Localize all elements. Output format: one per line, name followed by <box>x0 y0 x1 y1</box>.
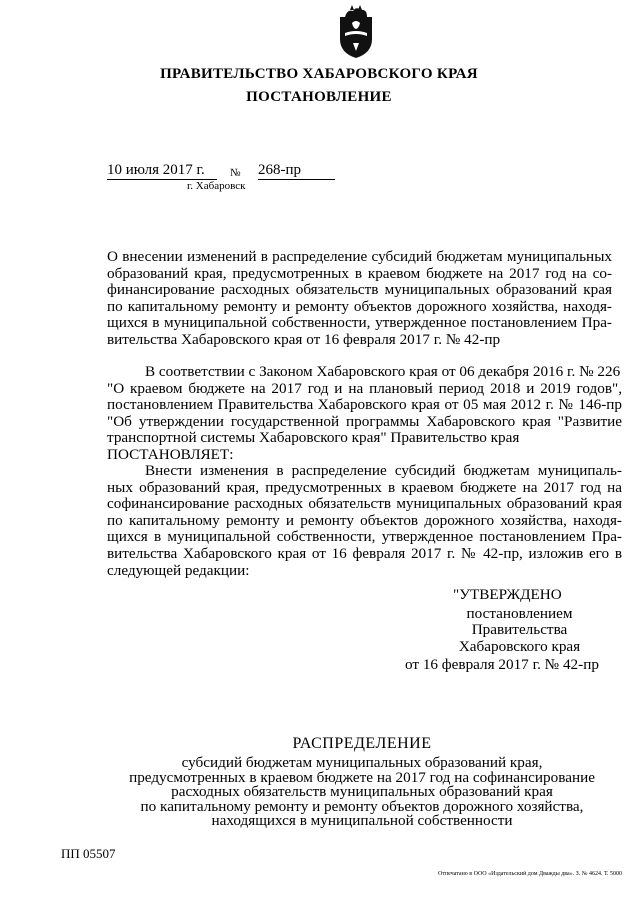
approval-line: Правительства <box>471 621 568 639</box>
preamble-line: "Об утверждении государственной программы Хабаровского края "Развитие <box>107 412 622 430</box>
distribution-line: субсидий бюджетам муниципальных образований края, <box>181 754 543 771</box>
government-title: ПРАВИТЕЛЬСТВО ХАБАРОВСКОГО КРАЯ <box>160 66 478 82</box>
document-code: ПП 05507 <box>61 846 116 861</box>
document-date: 10 июля 2017 г. <box>107 162 217 180</box>
preamble-line: "О краевом бюджете на 2017 год и на плановый период 2018 и 2019 годов", <box>107 379 622 397</box>
printer-note: Отпечатано в ООО «Издательский дом Дважды два». З. № 4624. Т. 5000 <box>438 871 623 877</box>
title-line: финансирование расходных обязательств муниципальных образований края <box>107 281 612 299</box>
document-title <box>107 249 612 349</box>
distribution-line: расходных обязательств муниципальных образований края <box>171 783 553 800</box>
title-line: образований края, предусмотренных в краевом бюджете на 2017 год на со- <box>107 264 612 282</box>
decree-line: вительства Хабаровского края от 16 февраля 2017 г. № 42-пр, изложив его в <box>107 544 622 562</box>
approval-line: постановлением <box>466 604 573 622</box>
distribution-subtitle <box>52 756 638 829</box>
distribution-line: по капитальному ремонту и ремонту объектов дорожного хозяйства, <box>140 797 584 815</box>
approval-line: от 16 февраля 2017 г. № 42-пр <box>405 656 599 674</box>
preamble-paragraph <box>107 364 622 464</box>
distribution-heading: РАСПРЕДЕЛЕНИЕ <box>292 735 432 752</box>
decree-line: Внести изменения в распределение субсидий бюджетам муниципаль- <box>145 462 622 479</box>
decree-line: ных образований края, предусмотренных в краевом бюджете на 2017 год на <box>107 478 622 496</box>
title-line: О внесении изменений в распределение субсидий бюджетам муниципальных <box>107 248 612 265</box>
distribution-line: находящихся в муниципальной собственности <box>211 812 513 829</box>
preamble-line: постановлением Правительства Хабаровского края от 05 мая 2012 г. № 146-пр <box>107 396 622 414</box>
preamble-line: транспортной системы Хабаровского края" Правительство края <box>107 429 520 447</box>
title-line: по капитальному ремонту и ремонту объектов дорожного хозяйства, находя- <box>107 297 612 315</box>
decree-line: щихся в муниципальной собственности, утвержденное постановлением Пра- <box>107 528 622 546</box>
decree-paragraph <box>107 463 622 579</box>
approval-block <box>405 587 620 674</box>
approved-stamp: "УТВЕРЖДЕНО <box>453 586 562 603</box>
document-number: 268-пр <box>258 162 335 180</box>
decree-line: следующей редакции: <box>107 561 250 579</box>
document-type: ПОСТАНОВЛЕНИЕ <box>246 89 392 105</box>
preamble-line: В соответствии с Законом Хабаровского края от 06 декабря 2016 г. № 226 <box>145 363 621 380</box>
decree-word: ПОСТАНОВЛЯЕТ: <box>107 445 234 463</box>
approval-line: Хабаровского края <box>458 637 581 655</box>
city: г. Хабаровск <box>187 180 246 192</box>
title-line: щихся в муниципальной собственности, утвержденное постановлением Пра- <box>107 314 612 332</box>
coat-of-arms-icon <box>333 5 379 59</box>
number-sign: № <box>230 167 241 179</box>
decree-line: по капитальному ремонту и ремонту объектов дорожного хозяйства, находя- <box>107 511 622 529</box>
distribution-line: предусмотренных в краевом бюджете на 2017 год на софинансирование <box>129 768 595 786</box>
title-line: вительства Хабаровского края от 16 февраля 2017 г. № 42-пр <box>107 330 501 348</box>
decree-line: софинансирование расходных обязательств муниципальных образований края <box>107 495 622 513</box>
